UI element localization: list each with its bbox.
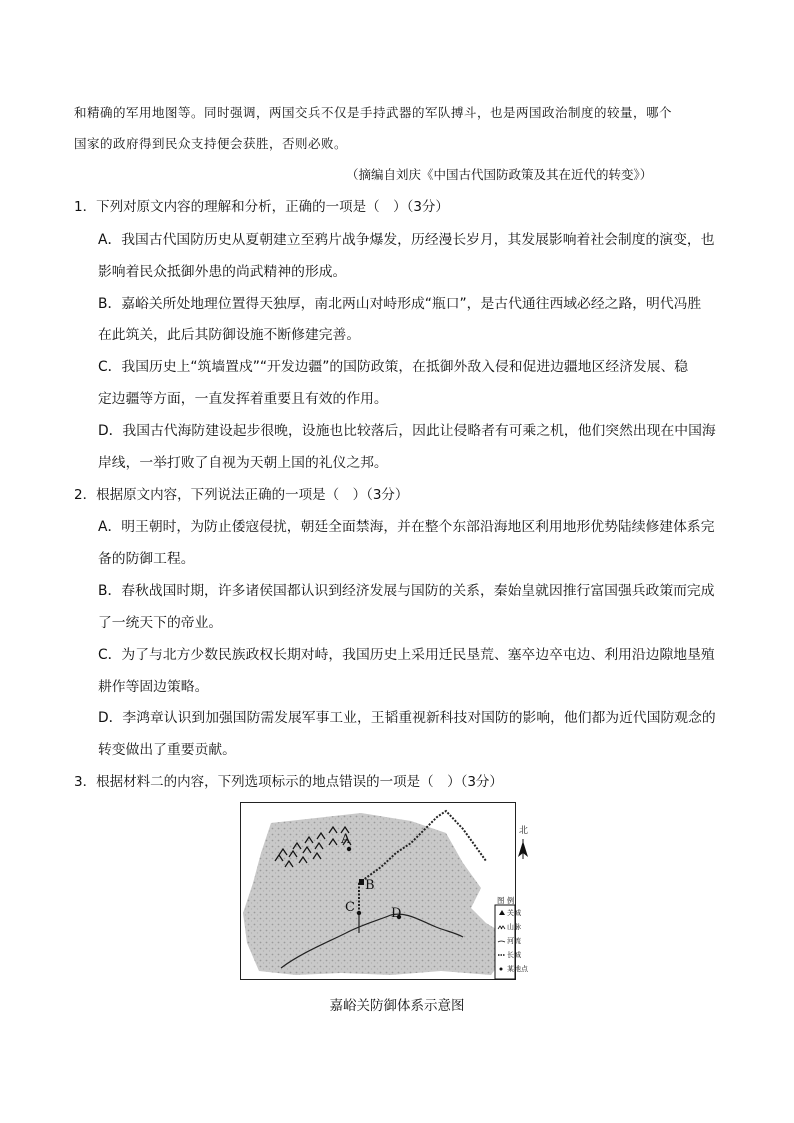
q2-option-d-line1: D．李鸿章认识到加强国防需发展军事工业，王韬重视新科技对国防的影响，他们都为近代国防观念的 bbox=[98, 710, 716, 726]
label-d: D bbox=[391, 906, 402, 921]
legend-title: 图 例 bbox=[497, 896, 515, 905]
question-1-stem: 1．下列对原文内容的理解和分析，正确的一项是（ ）（3分） bbox=[74, 199, 449, 215]
label-a: A bbox=[341, 832, 351, 847]
question-2-stem: 2．根据原文内容，下列说法正确的一项是（ ）（3分） bbox=[74, 487, 409, 503]
q1-option-c-line1: C．我国历史上“筑墙置戍”“开发边疆”的国防政策，在抵御外敌入侵和促进边疆地区经济发展、稳 bbox=[98, 359, 689, 375]
q1-option-b-line2: 在此筑关，此后其防御设施不断修建完善。 bbox=[98, 327, 361, 343]
map-caption: 嘉峪关防御体系示意图 bbox=[329, 998, 465, 1014]
q1-option-c-line2: 定边疆等方面，一直发挥着重要且有效的作用。 bbox=[98, 391, 388, 407]
point-c-marker bbox=[357, 911, 361, 915]
q2-option-d-line2: 转变做出了重要贡献。 bbox=[98, 742, 236, 758]
north-arrow-icon bbox=[518, 839, 528, 859]
q2-option-b-line2: 了一统天下的帝业。 bbox=[98, 615, 223, 631]
q1-option-b-line1: B．嘉峪关所处地理位置得天独厚，南北两山对峙形成“瓶口”，是古代通往西域必经之路，明代冯胜 bbox=[98, 296, 702, 312]
legend-item-wall: 长城 bbox=[507, 951, 521, 959]
intro-line-1: 和精确的军用地图等。同时强调，两国交兵不仅是手持武器的军队搏斗，也是两国政治制度的较量，哪个 bbox=[74, 105, 673, 120]
q1-option-d-line1: D．我国古代海防建设起步很晚，设施也比较落后，因此让侵略者有可乘之机，他们突然出现在中国海 bbox=[98, 423, 716, 439]
jiayuguan-map bbox=[240, 802, 529, 980]
q2-option-c-line1: C．为了与北方少数民族政权长期对峙，我国历史上采用迁民垦荒、塞卒边卒屯边、利用沿边隙地垦殖 bbox=[98, 647, 715, 663]
question-3-stem: 3．根据材料二的内容，下列选项标示的地点错误的一项是（ ）（3分） bbox=[74, 774, 503, 790]
label-b: B bbox=[365, 878, 375, 893]
q2-option-a-line2: 备的防御工程。 bbox=[98, 551, 195, 567]
intro-line-2: 国家的政府得到民众支持便会获胜，否则必败。 bbox=[74, 136, 348, 151]
legend-item-fort: 关城 bbox=[507, 909, 521, 917]
source-citation: （摘编自刘庆《中国古代国防政策及其在近代的转变》） bbox=[346, 167, 653, 182]
north-label: 北 bbox=[519, 826, 529, 836]
point-b-fort-icon bbox=[359, 879, 364, 885]
q2-option-c-line2: 耕作等固边策略。 bbox=[98, 679, 209, 695]
q1-option-a-line2: 影响着民众抵御外患的尚武精神的形成。 bbox=[98, 264, 347, 280]
legend-item-river: 河流 bbox=[507, 937, 521, 945]
q1-option-a-line1: A．我国古代国防历史从夏朝建立至鸦片战争爆发，历经漫长岁月，其发展影响着社会制度的演变，也 bbox=[98, 232, 715, 248]
legend-point-icon bbox=[500, 968, 503, 971]
point-a-marker bbox=[347, 847, 351, 851]
legend-item-mountain: 山脉 bbox=[507, 923, 521, 931]
q2-option-b-line1: B．春秋战国时期，许多诸侯国都认识到经济发展与国防的关系，秦始皇就因推行富国强兵政策而完成 bbox=[98, 583, 715, 599]
legend-item-point: 某地点 bbox=[507, 965, 528, 973]
q1-option-d-line2: 岸线，一举打败了自视为天朝上国的礼仪之邦。 bbox=[98, 455, 388, 471]
q2-option-a-line1: A．明王朝时，为防止倭寇侵扰，朝廷全面禁海，并在整个东部沿海地区利用地形优势陆续修建体系完 bbox=[98, 519, 715, 535]
terrain-region bbox=[243, 813, 507, 975]
label-c: C bbox=[345, 900, 355, 915]
